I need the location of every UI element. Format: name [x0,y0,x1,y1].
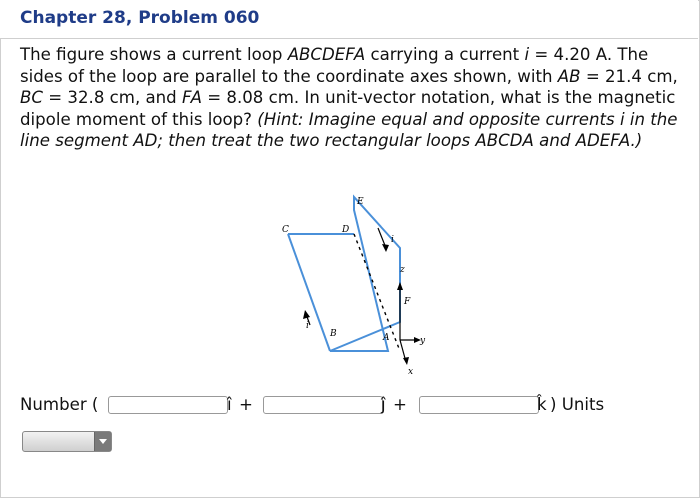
problem-text: = 32.8 cm, and [42,88,182,108]
k-component-input[interactable] [419,396,539,414]
current-loop-figure [270,192,460,380]
problem-text: The figure shows a current loop [20,45,288,64]
loop-name: ABCDEFA [287,45,366,64]
units-label: ) Units [550,395,605,414]
problem-text: = 8.08 cm. In unit-vector notation, what is the magnetic dipole moment of this loop? [20,88,676,129]
current-symbol: i [524,45,530,64]
plus-1: + [239,395,253,414]
number-label: Number ( [20,395,99,414]
segment-ab: AB [557,66,581,86]
chevron-down-icon[interactable] [94,432,111,451]
z-axis-arrow-icon [397,282,403,290]
label-i-left: i [306,321,309,331]
arrow-head-top-icon [382,244,389,252]
label-x: x [408,367,414,377]
label-d: D [342,225,350,235]
problem-statement [20,44,684,152]
label-b: B [330,329,337,339]
label-e: E [357,197,364,207]
j-hat-label: ĵ [381,395,386,414]
label-i-top: i [391,235,394,245]
problem-text: = 4.20 A. The sides of the loop are parallel to the coordinate axes shown, with [20,45,649,86]
label-y: y [420,336,426,346]
current-loop-path [288,197,400,351]
problem-text: carrying a current [365,45,525,64]
segment-bc: BC [20,88,43,108]
arrow-head-left-icon [303,310,310,319]
segment-fa: FA [182,88,202,108]
plus-2: + [393,395,407,414]
label-z: z [400,265,405,275]
page-title: Chapter 28, Problem 060 [20,8,260,28]
header [0,0,698,39]
j-component-input[interactable] [263,396,383,414]
dashed-segment-ad [354,234,400,351]
k-hat-label: k̂ [537,395,547,414]
x-axis-arrow-icon [403,357,409,365]
i-component-input[interactable] [108,396,228,414]
label-a: A [383,333,390,343]
problem-text: = 21.4 cm, [580,66,678,86]
hint-text: (Hint: Imagine equal and opposite currents i in the line segment AD; then treat the two rectangular loops ABCDA and ADEFA.) [20,109,678,151]
label-f: F [404,297,411,307]
label-c: C [282,225,289,235]
units-dropdown[interactable] [22,431,112,452]
i-hat-label: î [227,395,232,414]
